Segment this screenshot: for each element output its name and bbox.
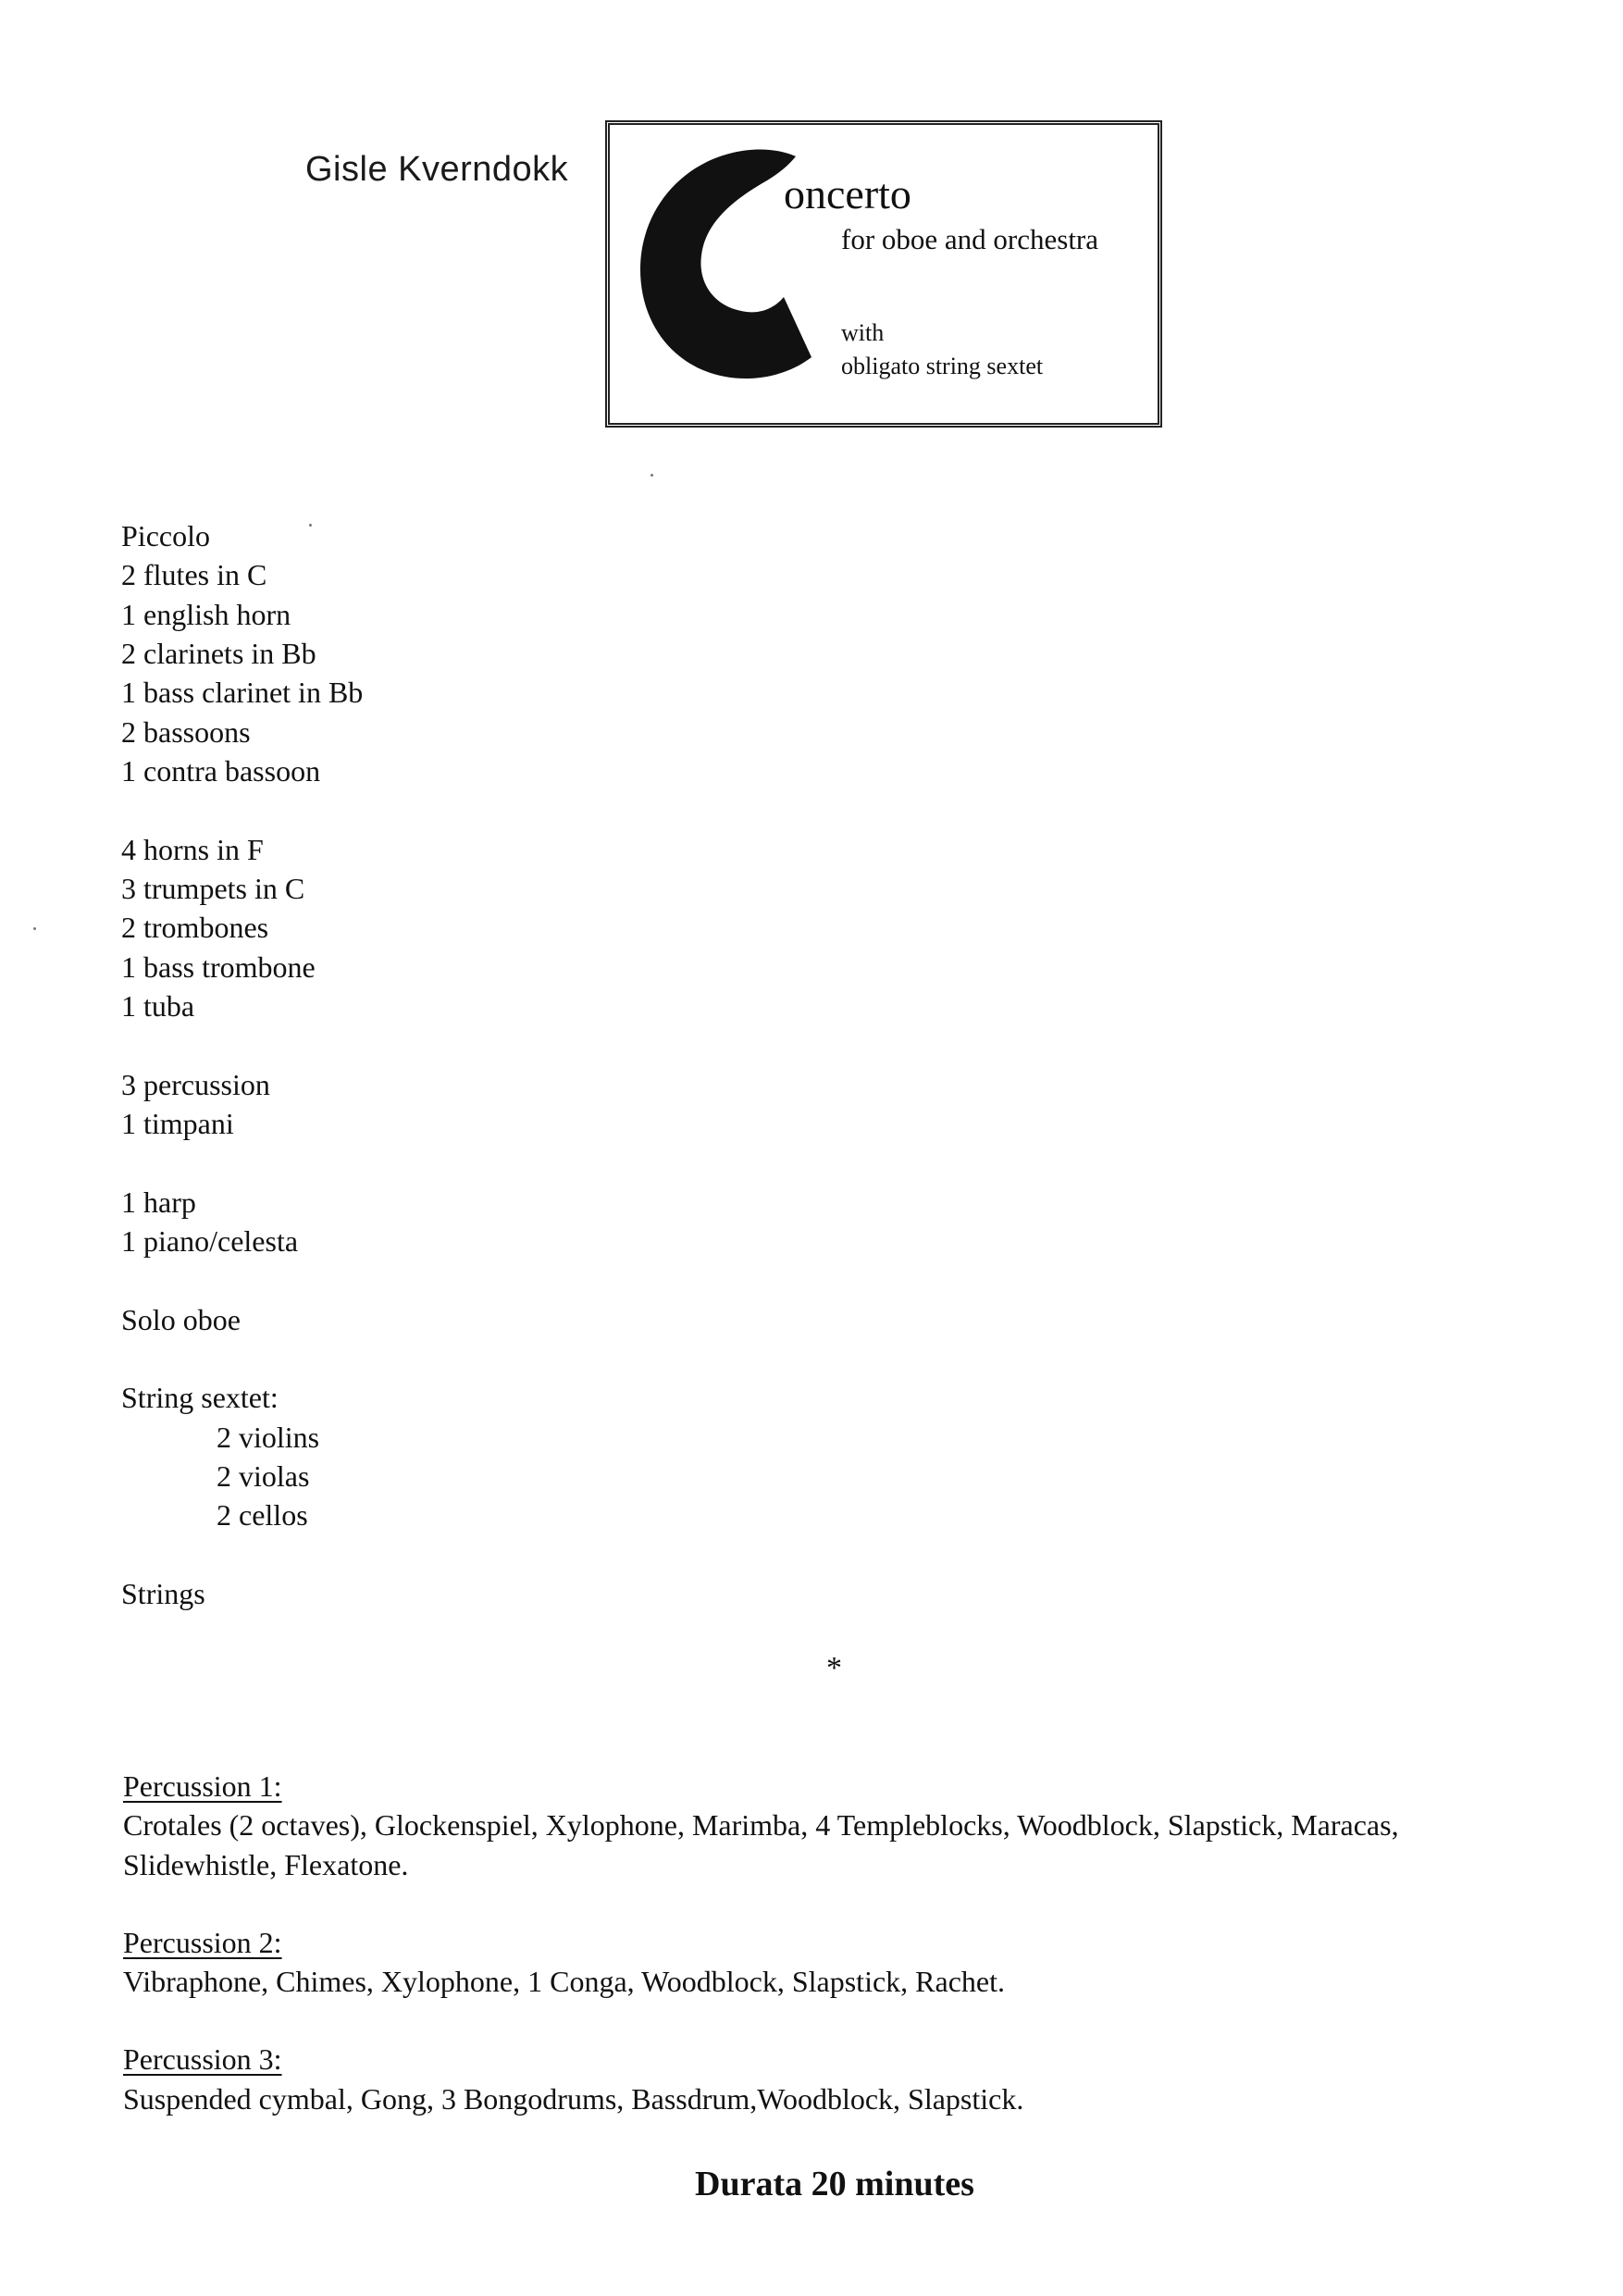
composer-name: Gisle Kverndokk [305,150,569,189]
sextet-item: 2 violins [217,1421,320,1454]
sextet-heading: String sextet: [121,1381,279,1414]
instrument-line: 3 trumpets in C [121,872,305,905]
instrument-line: 1 tuba [121,989,195,1023]
instrument-line: 4 horns in F [121,833,264,866]
title-with: with [841,319,885,346]
section-separator: * [826,1651,842,1685]
percussion-3-heading: Percussion 3: [123,2042,282,2076]
scan-speck [650,474,653,477]
title-subtitle: for oboe and orchestra [841,223,1099,255]
scan-speck [33,927,36,930]
percussion-1-list-cont: Slidewhistle, Flexatone. [123,1848,409,1881]
instrument-line: 1 english horn [121,598,291,631]
title-obligato: obligato string sextet [841,353,1044,379]
title-box [605,120,1162,428]
percussion-2-heading: Percussion 2: [123,1926,282,1959]
instrument-line: 1 harp [121,1185,196,1219]
duration: Durata 20 minutes [695,2165,974,2203]
instrument-line: 1 piano/celesta [121,1224,299,1258]
instrument-line: Piccolo [121,519,210,552]
instrument-line: 2 flutes in C [121,558,267,591]
percussion-3-list: Suspended cymbal, Gong, 3 Bongodrums, Bassdrum,Woodblock, Slapstick. [123,2082,1024,2116]
instrument-line: 3 percussion [121,1068,270,1101]
percussion-2-list: Vibraphone, Chimes, Xylophone, 1 Conga, Woodblock, Slapstick, Rachet. [123,1965,1005,1998]
percussion-1-heading: Percussion 1: [123,1769,282,1803]
instrument-line: 1 contra bassoon [121,754,321,788]
sextet-item: 2 violas [217,1459,310,1493]
instrument-line: 2 clarinets in Bb [121,637,316,670]
instrument-line: 1 bass clarinet in Bb [121,676,364,709]
title-word: oncerto [784,170,911,217]
strings-line: Strings [121,1577,205,1610]
instrument-line: 2 trombones [121,911,269,944]
scan-speck [309,524,312,527]
instrument-line: 2 bassoons [121,715,251,749]
solo-instrument: Solo oboe [121,1303,241,1336]
sextet-item: 2 cellos [217,1498,308,1532]
instrument-line: 1 bass trombone [121,950,316,984]
instrument-line: 1 timpani [121,1107,234,1140]
percussion-1-list: Crotales (2 octaves), Glockenspiel, Xylophone, Marimba, 4 Templeblocks, Woodblock, Slapstick, Maracas, [123,1808,1399,1842]
